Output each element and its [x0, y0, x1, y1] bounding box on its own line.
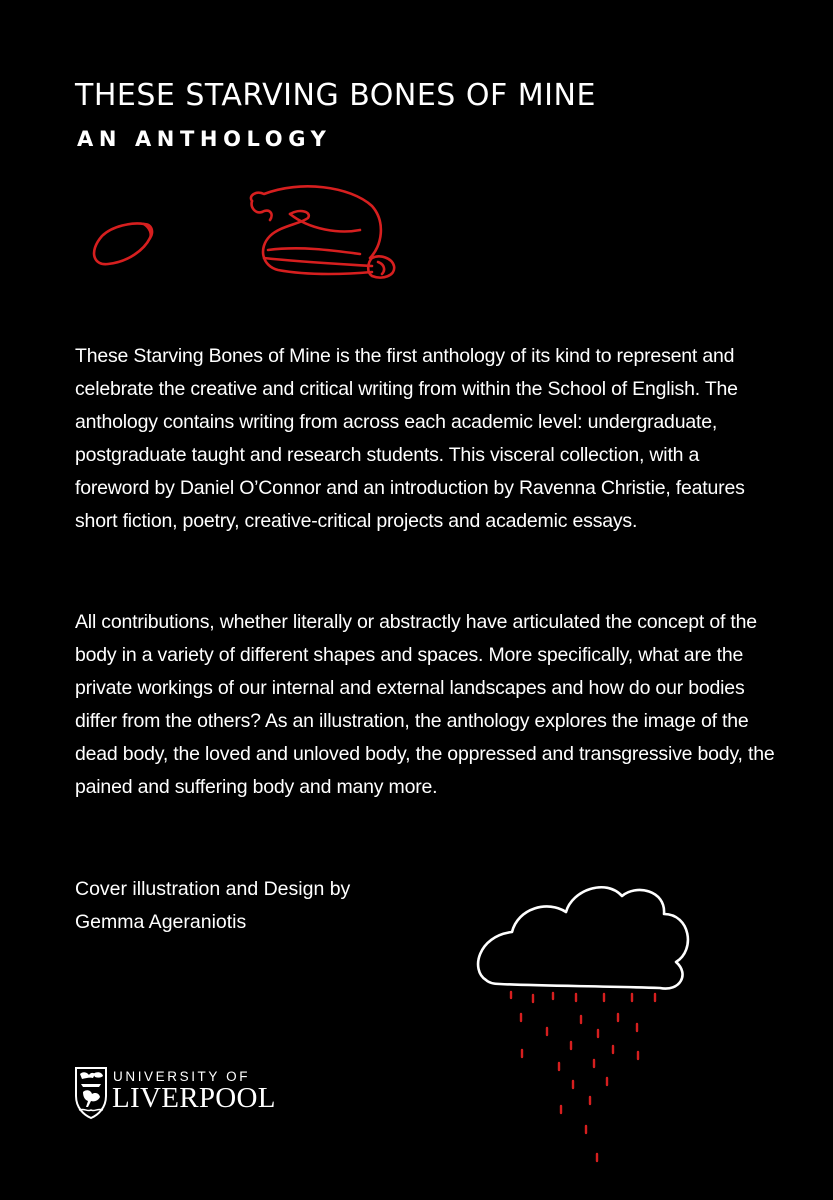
bean-doodle-icon [94, 224, 152, 265]
university-logo [74, 1066, 294, 1120]
rain-cloud-icon [478, 887, 688, 1161]
book-title: THESE STARVING BONES OF MINE [75, 78, 596, 113]
design-credit [75, 873, 350, 939]
logo-text-top: UNIVERSITY OF [113, 1069, 251, 1084]
book-subtitle: AN ANTHOLOGY [77, 127, 332, 151]
credit-line-2: Gemma Ageraniotis [75, 911, 247, 933]
credit-line-1: Cover illustration and Design by [75, 878, 351, 900]
description-paragraph-2: All contributions, whether literally or abstractly have articulated the concept of the body in a variety of different shapes and spaces. More specifically, what are the private workings of our internal and external landscapes and how do our bodies differ from the others? As an illustration, the anthology explores the image of the dead body, the loved and unloved body, the oppressed and transgressive body, the pained and suffering body and many more. [75, 611, 775, 798]
logo-text-bottom: LIVERPOOL [112, 1082, 276, 1114]
university-crest-icon [74, 1066, 108, 1120]
description-paragraph-1: These Starving Bones of Mine is the first anthology of its kind to represent and celebrate the creative and critical writing from within the School of English. The anthology contains writing from across each academic level: undergraduate, postgraduate taught and research students. This visceral collection, with a foreword by Daniel O’Connor and an introduction by Ravenna Christie, features short fiction, poetry, creative-critical projects and academic essays. [75, 345, 745, 532]
coiled-shape-doodle-icon [251, 186, 394, 277]
